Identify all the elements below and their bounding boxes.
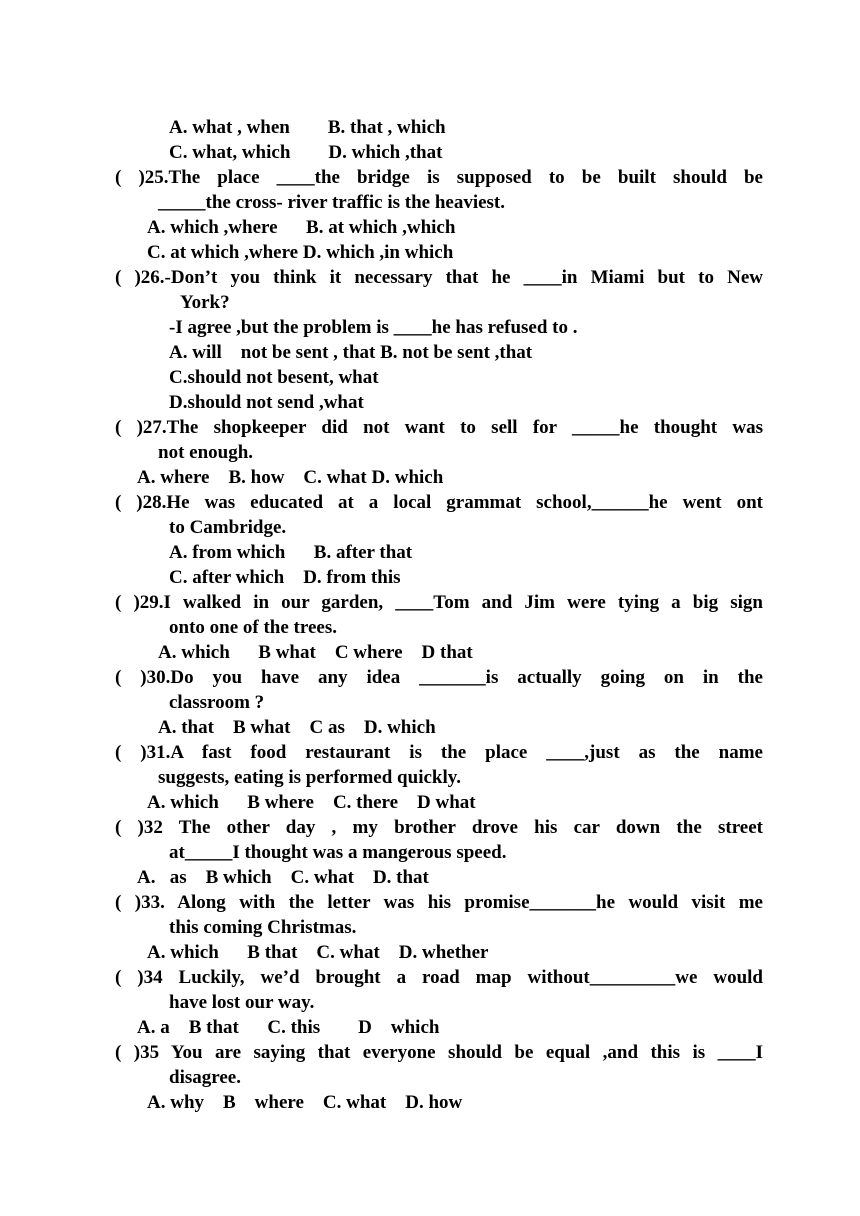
q32-stem-line-2: at_____I thought was a mangerous speed.	[169, 842, 507, 863]
q25-stem-line-1: ( )25.The place ____the bridge is supposed to be built should be	[115, 167, 763, 188]
q34-stem-line-1: ( )34 Luckily, we’d brought a road map without_________we would	[115, 967, 763, 988]
q35-stem-line-1: ( )35 You are saying that everyone should be equal ,and this is ____I	[115, 1042, 763, 1063]
q33-stem-line-2: this coming Christmas.	[169, 917, 357, 938]
q34-stem-line-2: have lost our way.	[169, 992, 315, 1013]
q24-options-line-2: C. what, which D. which ,that	[169, 142, 443, 163]
q32-stem-line-1: ( )32 The other day , my brother drove his car down the street	[115, 817, 763, 838]
q33-options-line: A. which B that C. what D. whether	[147, 942, 489, 963]
q35-options-line: A. why B where C. what D. how	[147, 1092, 463, 1113]
q25-stem-line-2: _____the cross- river traffic is the heaviest.	[158, 192, 506, 213]
q27-stem-line-2: not enough.	[158, 442, 254, 463]
q26-options-line-1: A. will not be sent , that B. not be sent ,that	[169, 342, 533, 363]
q26-stem-line-1: ( )26.-Don’t you think it necessary that he ____in Miami but to New	[115, 267, 763, 288]
q31-stem-line-2: suggests, eating is performed quickly.	[158, 767, 461, 788]
q26-options-line-3: D.should not send ,what	[169, 392, 364, 413]
q25-options-line-2: C. at which ,where D. which ,in which	[147, 242, 454, 263]
q29-stem-line-2: onto one of the trees.	[169, 617, 337, 638]
q26-options-line-2: C.should not besent, what	[169, 367, 379, 388]
q28-stem-line-2: to Cambridge.	[169, 517, 287, 538]
q31-stem-line-1: ( )31.A fast food restaurant is the place ____,just as the name	[115, 742, 763, 763]
q27-stem-line-1: ( )27.The shopkeeper did not want to sell for _____he thought was	[115, 417, 763, 438]
q30-stem-line-1: ( )30.Do you have any idea _______is actually going on in the	[115, 667, 763, 688]
q31-options-line: A. which B where C. there D what	[147, 792, 476, 813]
q28-options-line-1: A. from which B. after that	[169, 542, 413, 563]
q24-options-line-1: A. what , when B. that , which	[169, 117, 446, 138]
q27-options-line: A. where B. how C. what D. which	[137, 467, 444, 488]
q33-stem-line-1: ( )33. Along with the letter was his promise_______he would visit me	[115, 892, 763, 913]
q26-response-line: -I agree ,but the problem is ____he has refused to .	[169, 317, 578, 338]
q35-stem-line-2: disagree.	[169, 1067, 241, 1088]
q29-stem-line-1: ( )29.I walked in our garden, ____Tom and Jim were tying a big sign	[115, 592, 763, 613]
q30-options-line: A. that B what C as D. which	[158, 717, 436, 738]
q29-options-line: A. which B what C where D that	[158, 642, 473, 663]
q34-options-line: A. a B that C. this D which	[137, 1017, 440, 1038]
q28-stem-line-1: ( )28.He was educated at a local grammat school,______he went ont	[115, 492, 763, 513]
q26-stem-line-2: York?	[180, 292, 230, 313]
q30-stem-line-2: classroom ?	[169, 692, 265, 713]
q32-options-line: A. as B which C. what D. that	[137, 867, 429, 888]
q25-options-line-1: A. which ,where B. at which ,which	[147, 217, 456, 238]
q28-options-line-2: C. after which D. from this	[169, 567, 401, 588]
